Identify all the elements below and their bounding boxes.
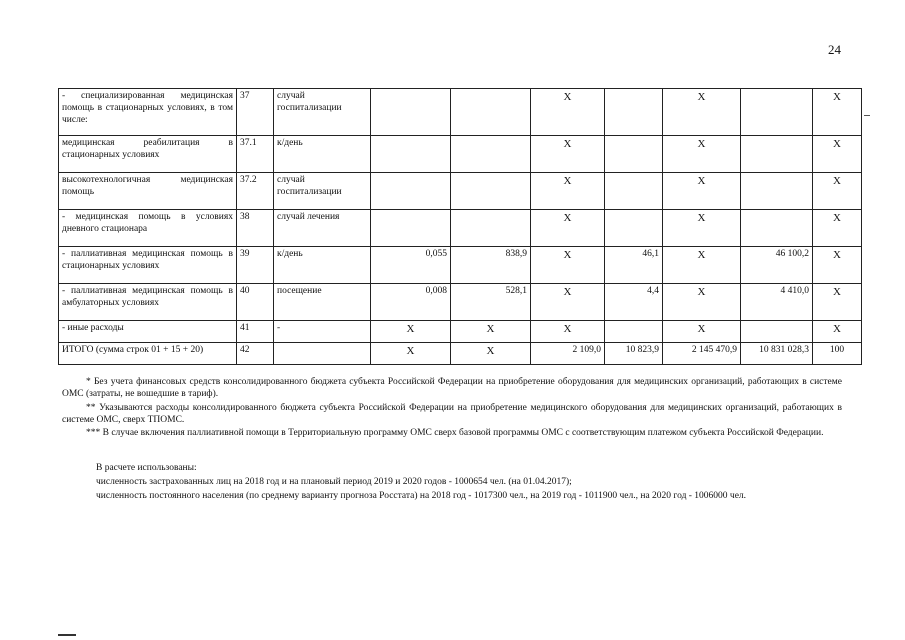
table-row: [59, 343, 862, 365]
row-unit-cell: к/день: [274, 136, 371, 173]
row-value-cell: [741, 321, 813, 343]
row-value-cell: Х: [663, 284, 741, 321]
row-value-cell: 528,1: [451, 284, 531, 321]
row-value-cell: Х: [663, 210, 741, 247]
row-value-cell: Х: [531, 284, 605, 321]
row-value-cell: 10 831 028,3: [741, 343, 813, 365]
calc-line-insured: численность застрахованных лиц на 2018 год и на плановый период 2019 и 2020 годов - 1000654 чел. (на 01.04.2017);: [96, 476, 572, 487]
row-name-cell: - иные расходы: [59, 321, 237, 343]
row-code-cell: 37.1: [237, 136, 274, 173]
row-value-cell: Х: [531, 89, 605, 136]
row-value-cell: 10 823,9: [605, 343, 663, 365]
row-unit-cell: случай лечения: [274, 210, 371, 247]
row-value-cell: [451, 136, 531, 173]
row-unit-cell: -: [274, 321, 371, 343]
table-row: [59, 173, 862, 210]
row-value-cell: [451, 173, 531, 210]
row-unit-cell: посещение: [274, 284, 371, 321]
row-name-cell: медицинская реабилитация в стационарных условиях: [59, 136, 237, 173]
page-corner-mark: [58, 634, 76, 636]
row-code-cell: 37: [237, 89, 274, 136]
row-value-cell: [741, 210, 813, 247]
row-value-cell: [605, 321, 663, 343]
row-value-cell: 838,9: [451, 247, 531, 284]
row-code-cell: 38: [237, 210, 274, 247]
table-row: [59, 247, 862, 284]
row-value-cell: Х: [813, 136, 862, 173]
row-value-cell: Х: [663, 173, 741, 210]
row-unit-cell: к/день: [274, 247, 371, 284]
row-name-cell: ИТОГО (сумма строк 01 + 15 + 20): [59, 343, 237, 365]
row-value-cell: Х: [371, 343, 451, 365]
footnotes: [62, 376, 842, 441]
row-name-cell: - паллиативная медицинская помощь в амбулаторных условиях: [59, 284, 237, 321]
row-value-cell: [371, 89, 451, 136]
calc-line-population: численность постоянного населения (по среднему варианту прогноза Росстата) на 2018 год - 1017300 чел., на 2019 год - 1011900 чел., на 2020 год - 1006000 чел.: [96, 490, 747, 501]
row-value-cell: Х: [813, 89, 862, 136]
row-unit-cell: [274, 343, 371, 365]
row-value-cell: Х: [531, 173, 605, 210]
row-value-cell: Х: [451, 343, 531, 365]
row-value-cell: [605, 173, 663, 210]
footnote-1: * Без учета финансовых средств консолидированного бюджета субъекта Российской Федерации на приобретение оборудования для медицинских организаций, работающих в системе ОМС (затраты, не вошедшие в тариф).: [62, 377, 842, 400]
row-value-cell: [605, 136, 663, 173]
row-value-cell: Х: [531, 321, 605, 343]
row-unit-cell: случай госпитализации: [274, 89, 371, 136]
row-code-cell: 41: [237, 321, 274, 343]
row-value-cell: Х: [663, 321, 741, 343]
table-row: [59, 136, 862, 173]
row-value-cell: 4,4: [605, 284, 663, 321]
row-value-cell: Х: [531, 247, 605, 284]
row-value-cell: Х: [813, 247, 862, 284]
row-value-cell: Х: [813, 173, 862, 210]
row-value-cell: Х: [663, 247, 741, 284]
row-value-cell: 2 109,0: [531, 343, 605, 365]
row-value-cell: 4 410,0: [741, 284, 813, 321]
row-value-cell: [451, 210, 531, 247]
margin-dash: [864, 115, 870, 116]
row-code-cell: 39: [237, 247, 274, 284]
row-value-cell: [741, 136, 813, 173]
row-code-cell: 40: [237, 284, 274, 321]
row-code-cell: 42: [237, 343, 274, 365]
row-value-cell: [371, 173, 451, 210]
row-value-cell: 46 100,2: [741, 247, 813, 284]
table-row: [59, 210, 862, 247]
row-value-cell: [741, 173, 813, 210]
row-value-cell: [451, 89, 531, 136]
row-value-cell: Х: [813, 321, 862, 343]
row-name-cell: - паллиативная медицинская помощь в стационарных условиях: [59, 247, 237, 284]
table-row: [59, 89, 862, 136]
row-code-cell: 37.2: [237, 173, 274, 210]
row-value-cell: [371, 210, 451, 247]
row-value-cell: 2 145 470,9: [663, 343, 741, 365]
row-value-cell: Х: [371, 321, 451, 343]
row-value-cell: Х: [813, 210, 862, 247]
row-value-cell: 0,008: [371, 284, 451, 321]
row-value-cell: [605, 210, 663, 247]
row-value-cell: Х: [813, 284, 862, 321]
row-name-cell: - медицинская помощь в условиях дневного стационара: [59, 210, 237, 247]
table-row: [59, 284, 862, 321]
page-number: 24: [828, 42, 841, 57]
row-name-cell: - специализированная медицинская помощь в стационарных условиях, в том числе:: [59, 89, 237, 136]
row-value-cell: Х: [663, 89, 741, 136]
row-value-cell: Х: [531, 210, 605, 247]
row-value-cell: 46,1: [605, 247, 663, 284]
row-value-cell: [371, 136, 451, 173]
row-value-cell: 0,055: [371, 247, 451, 284]
row-value-cell: 100: [813, 343, 862, 365]
row-name-cell: высокотехнологичная медицинская помощь: [59, 173, 237, 210]
row-value-cell: [741, 89, 813, 136]
row-value-cell: Х: [451, 321, 531, 343]
calculation-basis: [96, 462, 856, 503]
row-value-cell: [605, 89, 663, 136]
row-value-cell: Х: [531, 136, 605, 173]
footnote-2: ** Указываются расходы консолидированного бюджета субъекта Российской Федерации на приобретение медицинского оборудования для медицинских организаций, работающих в системе ОМС, сверх ТПОМС.: [62, 402, 842, 426]
row-unit-cell: случай госпитализации: [274, 173, 371, 210]
calc-heading: В расчете использованы:: [96, 463, 197, 473]
footnote-3: *** В случае включения паллиативной помощи в Территориальную программу ОМС сверх базовой программы ОМС с соответствующим платежом субъекта Российской Федерации.: [86, 428, 824, 439]
row-value-cell: Х: [663, 136, 741, 173]
table-row: [59, 321, 862, 343]
budget-table: [58, 88, 862, 365]
